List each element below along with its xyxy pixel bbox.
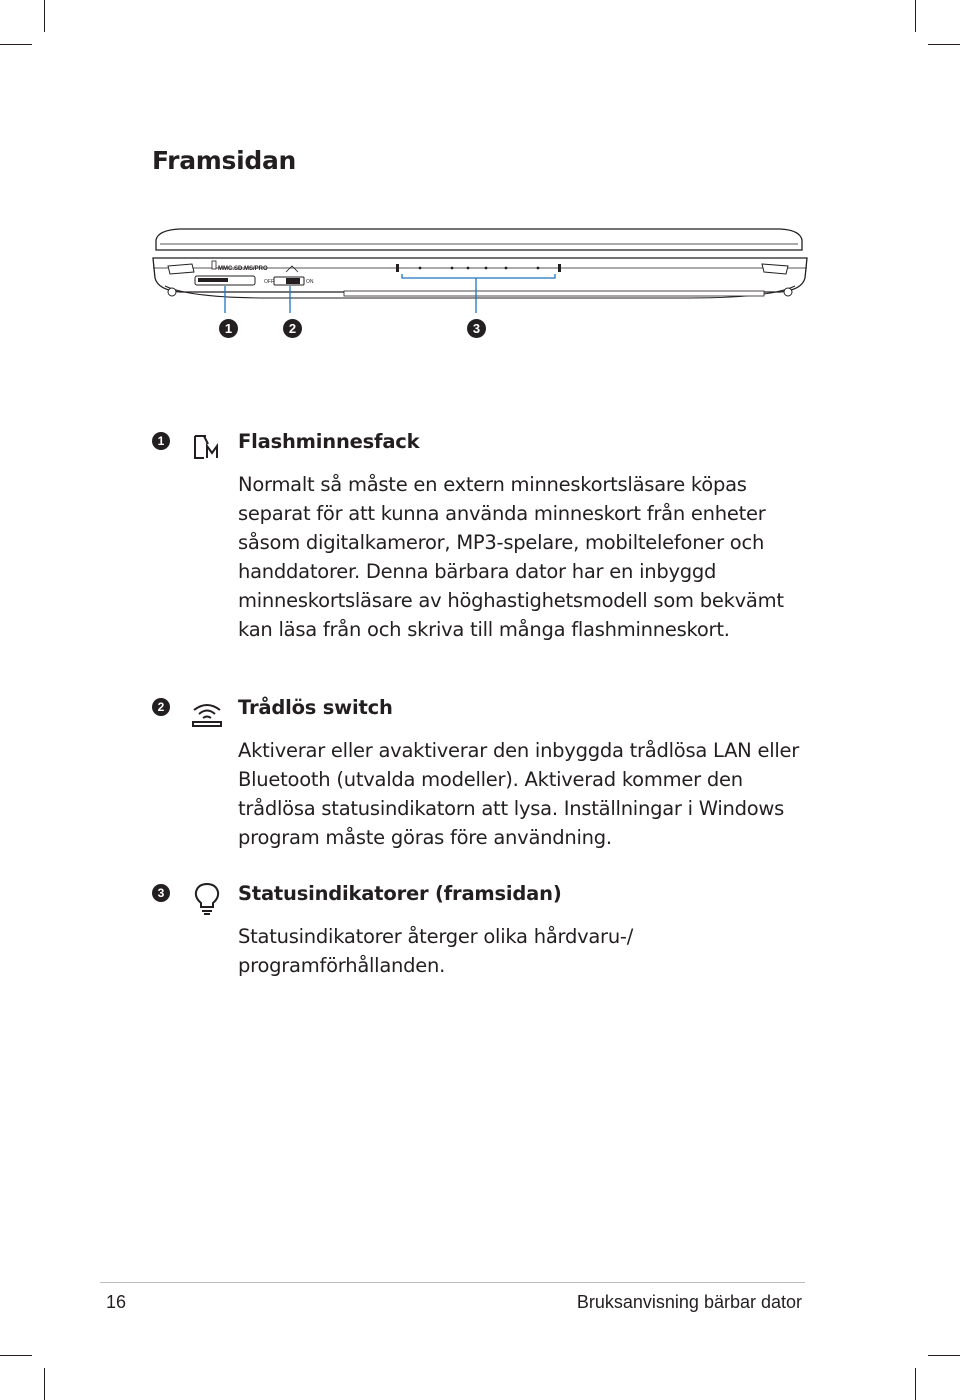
footer-title: Bruksanvisning bärbar dator: [576, 1292, 802, 1312]
crop-mark: [0, 44, 32, 45]
memory-card-icon: [190, 430, 224, 464]
section-number: 2: [152, 698, 170, 716]
crop-mark: [915, 0, 916, 32]
section-number: 1: [152, 432, 170, 450]
section-number: 3: [152, 884, 170, 902]
crop-mark: [915, 1368, 916, 1400]
crop-mark: [928, 44, 960, 45]
section-heading: Statusindikatorer (framsidan): [238, 882, 562, 905]
wireless-icon: [190, 696, 224, 730]
section-wireless-switch: [0, 696, 960, 856]
section-status-indicators: [0, 882, 960, 992]
figure-callout-1: 1: [219, 319, 238, 338]
crop-mark: [44, 0, 45, 32]
figure-callout-3: 3: [467, 319, 486, 338]
lightbulb-icon: [190, 882, 224, 916]
figure-callout-2: 2: [283, 319, 302, 338]
crop-mark: [0, 1355, 32, 1356]
switch-off-label: OFF: [264, 279, 274, 285]
section-body: Statusindikatorer återger olika hårdvaru-/ programförhållanden.: [238, 925, 634, 977]
section-heading: Trådlös switch: [238, 696, 393, 719]
crop-mark: [44, 1368, 45, 1400]
section-body: Aktiverar eller avaktiverar den inbyggda trådlösa LAN eller Bluetooth (utvalda modeller). Aktiverad kommer den trådlösa statusindikatorn att lysa. Inställningar i Windows program måste göras före användning.: [238, 739, 800, 849]
section-heading: Flashminnesfack: [238, 430, 420, 453]
section-body: Normalt så måste en extern minneskortsläsare köpas separat för att kunna använda minneskort från enheter såsom digitalkameror, MP3-spelare, mobiltelefoner och handdatorer. Denna bärbara dator har en inbyggd minneskortsläsare av höghastighetsmodell som bekvämt kan läsa från och skriva till många flashminneskort.: [238, 473, 784, 641]
section-flash-memory-slot: [0, 430, 960, 650]
footer-rule: [100, 1282, 805, 1283]
page-title: Framsidan: [152, 146, 297, 175]
crop-mark: [928, 1355, 960, 1356]
laptop-front-illustration: [150, 228, 810, 313]
card-slot-label: MMC.SD.MS/PRO: [218, 266, 268, 272]
page-number: 16: [106, 1292, 127, 1312]
switch-on-label: ON: [306, 279, 314, 285]
